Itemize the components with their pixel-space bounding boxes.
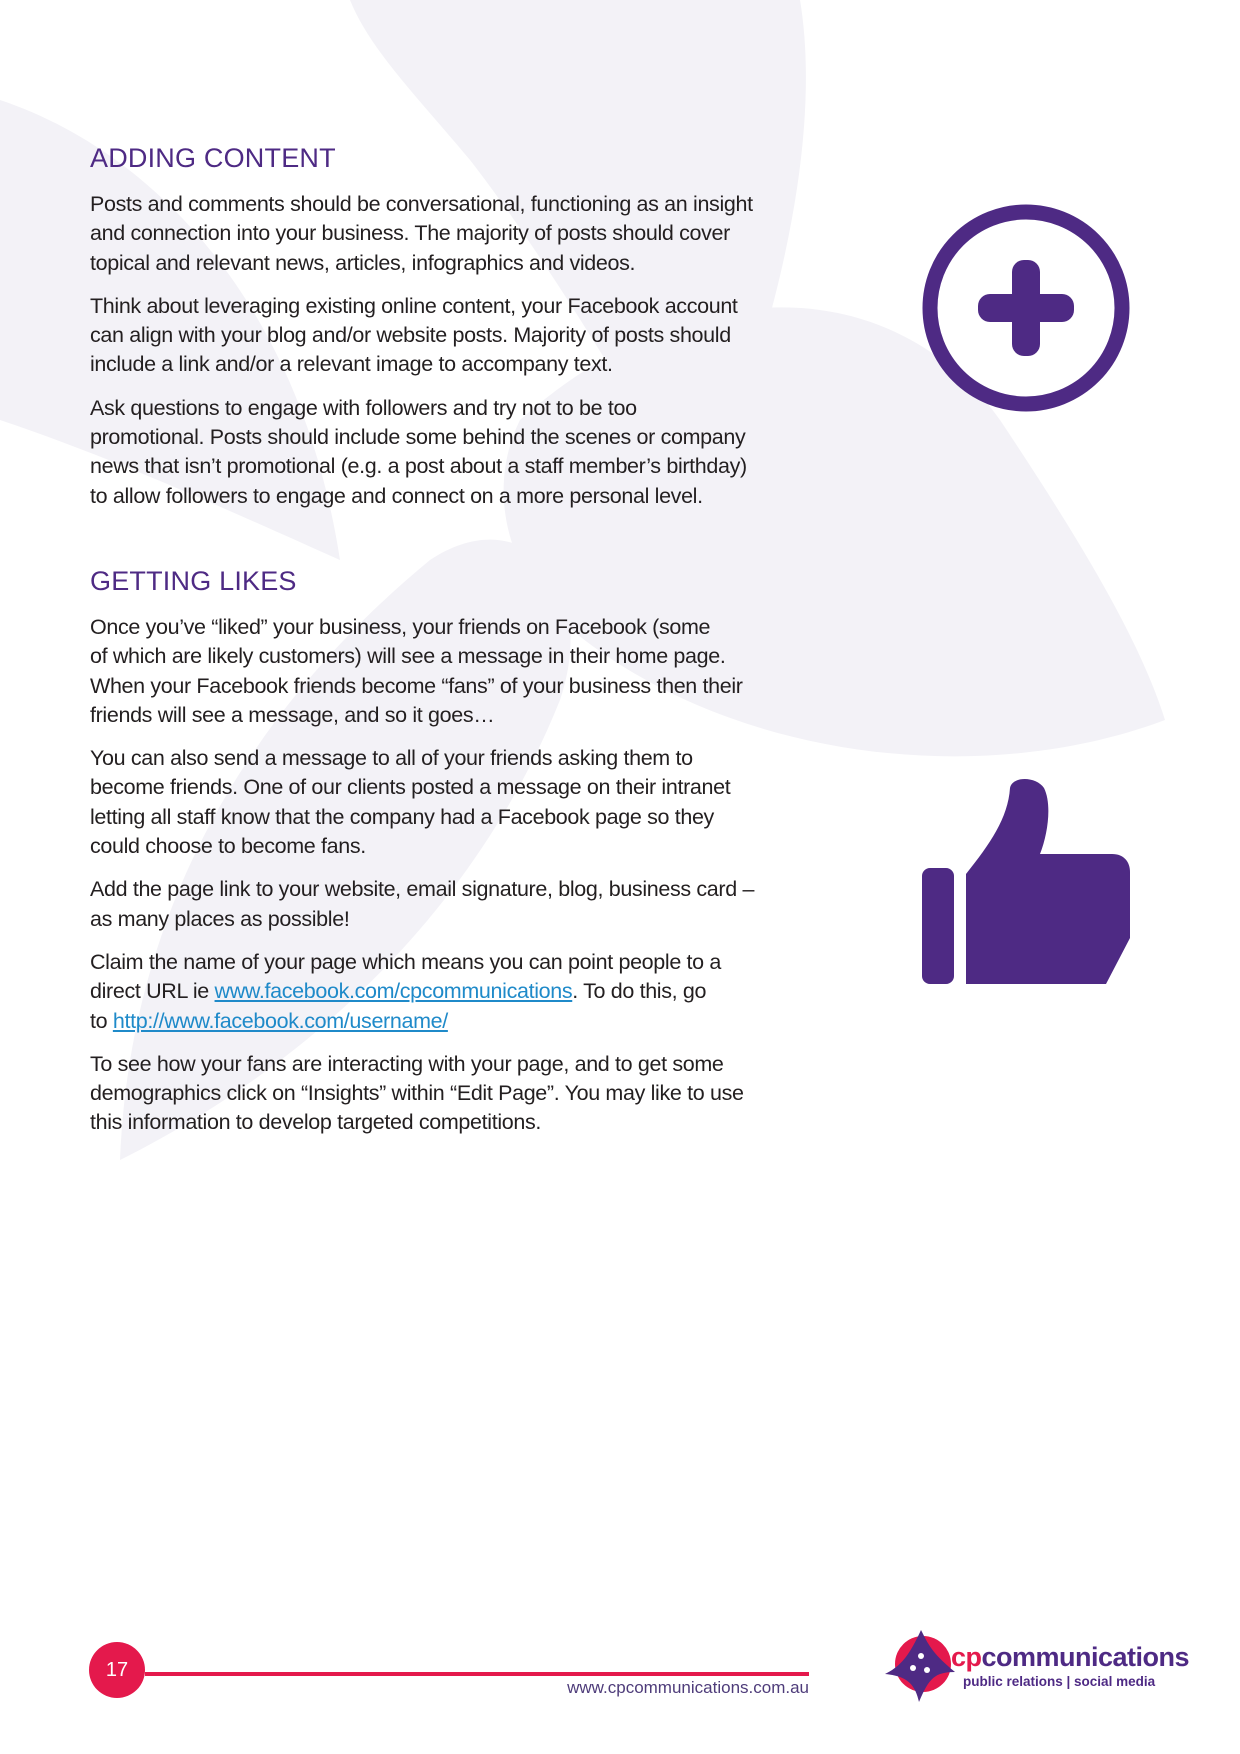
text: direct URL ie bbox=[90, 979, 215, 1004]
text-line: To see how your fans are interacting with your page, and to get some bbox=[90, 1051, 724, 1076]
paragraph bbox=[90, 875, 830, 934]
text: to bbox=[90, 1008, 113, 1033]
page-number: 17 bbox=[105, 1658, 129, 1681]
page-number-badge bbox=[89, 1642, 145, 1698]
logo-cp: cp bbox=[951, 1642, 982, 1672]
thumbs-up-icon bbox=[920, 778, 1132, 988]
text-line: news that isn’t promotional (e.g. a post about a staff member’s birthday) bbox=[90, 454, 747, 479]
paragraph bbox=[90, 292, 830, 380]
text-line: as many places as possible! bbox=[90, 906, 350, 931]
paragraph bbox=[90, 394, 830, 511]
text-line: include a link and/or a relevant image to accompany text. bbox=[90, 352, 613, 377]
text-line: topical and relevant news, articles, infographics and videos. bbox=[90, 250, 636, 275]
text: . To do this, go bbox=[572, 979, 707, 1004]
facebook-page-link[interactable]: www.facebook.com/cpcommunications bbox=[214, 979, 573, 1004]
paragraph bbox=[90, 744, 830, 861]
facebook-username-link[interactable]: http://www.facebook.com/username/ bbox=[112, 1008, 448, 1033]
text-line: letting all staff know that the company had a Facebook page so they bbox=[90, 804, 714, 829]
text-line: can align with your blog and/or website posts. Majority of posts should bbox=[90, 323, 731, 348]
text-line: demographics click on “Insights” within “Edit Page”. You may like to use bbox=[90, 1081, 744, 1106]
text-line bbox=[90, 1007, 830, 1036]
footer-website-url: www.cpcommunications.com.au bbox=[567, 1678, 809, 1697]
text-line: Posts and comments should be conversational, functioning as an insight bbox=[90, 192, 753, 216]
text-line: Think about leveraging existing online content, your Facebook account bbox=[90, 293, 738, 318]
logo-communications: communications bbox=[981, 1642, 1190, 1672]
text-line: of which are likely customers) will see a message in their home page. bbox=[90, 644, 726, 669]
text-line: become friends. One of our clients posted a message on their intranet bbox=[90, 775, 731, 800]
text-line: friends will see a message, and so it goes… bbox=[90, 702, 495, 727]
paragraph-claim-url bbox=[90, 948, 830, 1036]
text-line bbox=[90, 977, 830, 1006]
footer-divider bbox=[145, 1672, 809, 1676]
company-logo bbox=[885, 1628, 1190, 1704]
text-line: Claim the name of your page which means you can point people to a bbox=[90, 949, 722, 974]
paragraph bbox=[90, 1050, 830, 1138]
logo-tagline: public relations | social media bbox=[963, 1674, 1156, 1689]
paragraph bbox=[90, 190, 830, 278]
text-line: could choose to become fans. bbox=[90, 834, 366, 859]
paragraph bbox=[90, 613, 830, 730]
text-line: Add the page link to your website, email signature, blog, business card – bbox=[90, 877, 755, 902]
plus-circle-icon bbox=[920, 202, 1132, 414]
flower-logo-icon bbox=[885, 1628, 957, 1704]
section-heading-adding-content: ADDING CONTENT bbox=[90, 143, 336, 173]
text-line: Once you’ve “liked” your business, your friends on Facebook (some bbox=[90, 614, 711, 639]
text-line: When your Facebook friends become “fans” of your business then their bbox=[90, 673, 743, 698]
text-line: and connection into your business. The majority of posts should cover bbox=[90, 221, 730, 246]
text-line: You can also send a message to all of your friends asking them to bbox=[90, 746, 693, 771]
text-line: to allow followers to engage and connect on a more personal level. bbox=[90, 483, 703, 508]
logo-wordmark bbox=[951, 1642, 1189, 1673]
section-heading-getting-likes: GETTING LIKES bbox=[90, 565, 297, 596]
text-line: Ask questions to engage with followers and try not to be too bbox=[90, 395, 637, 420]
main-content bbox=[90, 140, 830, 1138]
text-line: promotional. Posts should include some behind the scenes or company bbox=[90, 425, 746, 450]
text-line: this information to develop targeted competitions. bbox=[90, 1110, 541, 1135]
